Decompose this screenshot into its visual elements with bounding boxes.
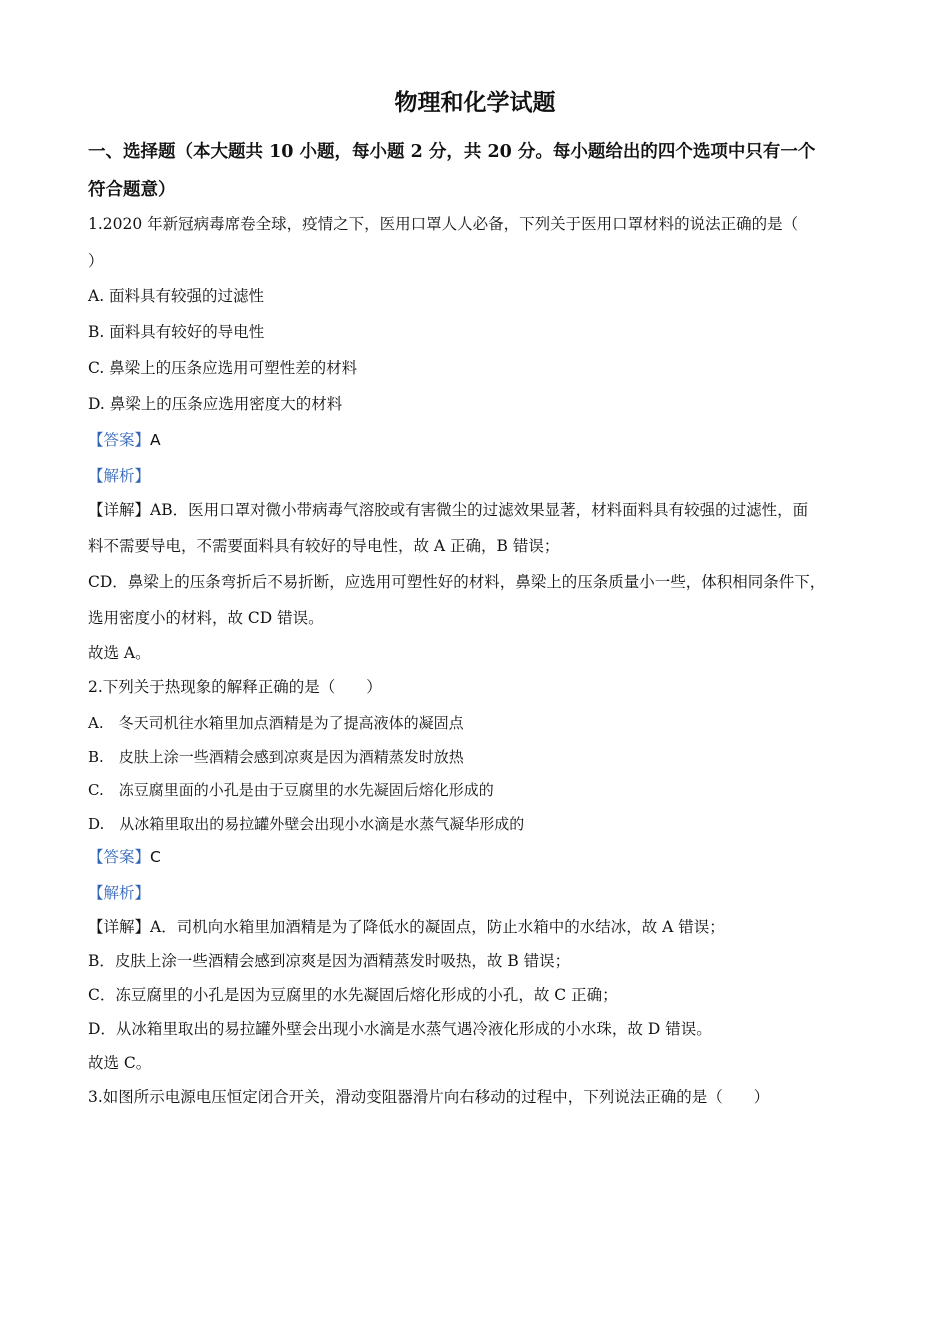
q2-stem: 2.下列关于热现象的解释正确的是（ ） [88,678,382,696]
q1-detail-line-3: CD．鼻梁上的压条弯折后不易折断，应选用可塑性好的材料，鼻梁上的压条质量小一些，体积相同条件下， [88,573,826,591]
q1-option-a: A. 面料具有较强的过滤性 [88,287,265,305]
page-title: 物理和化学试题 [394,89,556,116]
q2-detail-line-1: 【详解】A．司机向水箱里加酒精是为了降低水的凝固点，防止水箱中的水结冰，故 A 错误； [88,918,725,936]
q2-detail-line-3: C．冻豆腐里的小孔是因为豆腐里的水先凝固后熔化形成的小孔，故 C 正确； [88,986,618,1004]
q1-answer-row [88,429,878,451]
q2-option-b: B. 皮肤上涂一些酒精会感到凉爽是因为酒精蒸发时放热 [88,748,464,766]
q2-detail-line-2: B．皮肤上涂一些酒精会感到凉爽是因为酒精蒸发时吸热，故 B 错误； [88,952,571,970]
q1-stem-line-2: ） [88,252,104,270]
q1-option-c: C. 鼻梁上的压条应选用可塑性差的材料 [88,359,358,377]
q2-answer-tag: 【答案】 [88,848,151,866]
q2-detail-line-4: D．从冰箱里取出的易拉罐外壁会出现小水滴是水蒸气遇冷液化形成的小水珠，故 D 错误。 [88,1020,712,1038]
q1-answer-value: A [150,431,161,449]
q1-analysis-tag: 【解析】 [88,467,151,485]
q1-conclusion: 故选 A。 [88,644,151,662]
section-heading-line-1: 一、选择题（本大题共 10 小题，每小题 2 分，共 20 分。每小题给出的四个选项中只有一个 [88,142,816,162]
q2-option-c: C. 冻豆腐里面的小孔是由于豆腐里的水先凝固后熔化形成的 [88,781,494,799]
q2-answer-value: C [150,848,161,866]
q1-detail-line-2: 料不需要导电，不需要面料具有较好的导电性，故 A 正确，B 错误； [88,537,560,555]
q1-answer-tag: 【答案】 [88,431,151,449]
q1-detail-line-1: 【详解】AB．医用口罩对微小带病毒气溶胶或有害微尘的过滤效果显著，材料面料具有较强的过滤性，面 [88,501,809,519]
q3-stem: 3.如图所示电源电压恒定闭合开关，滑动变阻器滑片向右移动的过程中，下列说法正确的是（ ） [88,1088,770,1106]
q2-answer-row [88,846,878,868]
q1-detail-line-4: 选用密度小的材料，故 CD 错误。 [88,609,324,627]
q2-option-a: A. 冬天司机往水箱里加点酒精是为了提高液体的凝固点 [88,714,464,732]
q1-stem-line-1: 1.2020 年新冠病毒席卷全球，疫情之下，医用口罩人人必备，下列关于医用口罩材料的说法正确的是（ [88,215,799,233]
section-heading-line-2: 符合题意） [88,180,176,200]
q2-option-d: D. 从冰箱里取出的易拉罐外壁会出现小水滴是水蒸气凝华形成的 [88,815,525,833]
q2-analysis-tag: 【解析】 [88,884,151,902]
q1-option-d: D. 鼻梁上的压条应选用密度大的材料 [88,395,343,413]
q1-option-b: B. 面料具有较好的导电性 [88,323,265,341]
q2-conclusion: 故选 C。 [88,1054,152,1072]
